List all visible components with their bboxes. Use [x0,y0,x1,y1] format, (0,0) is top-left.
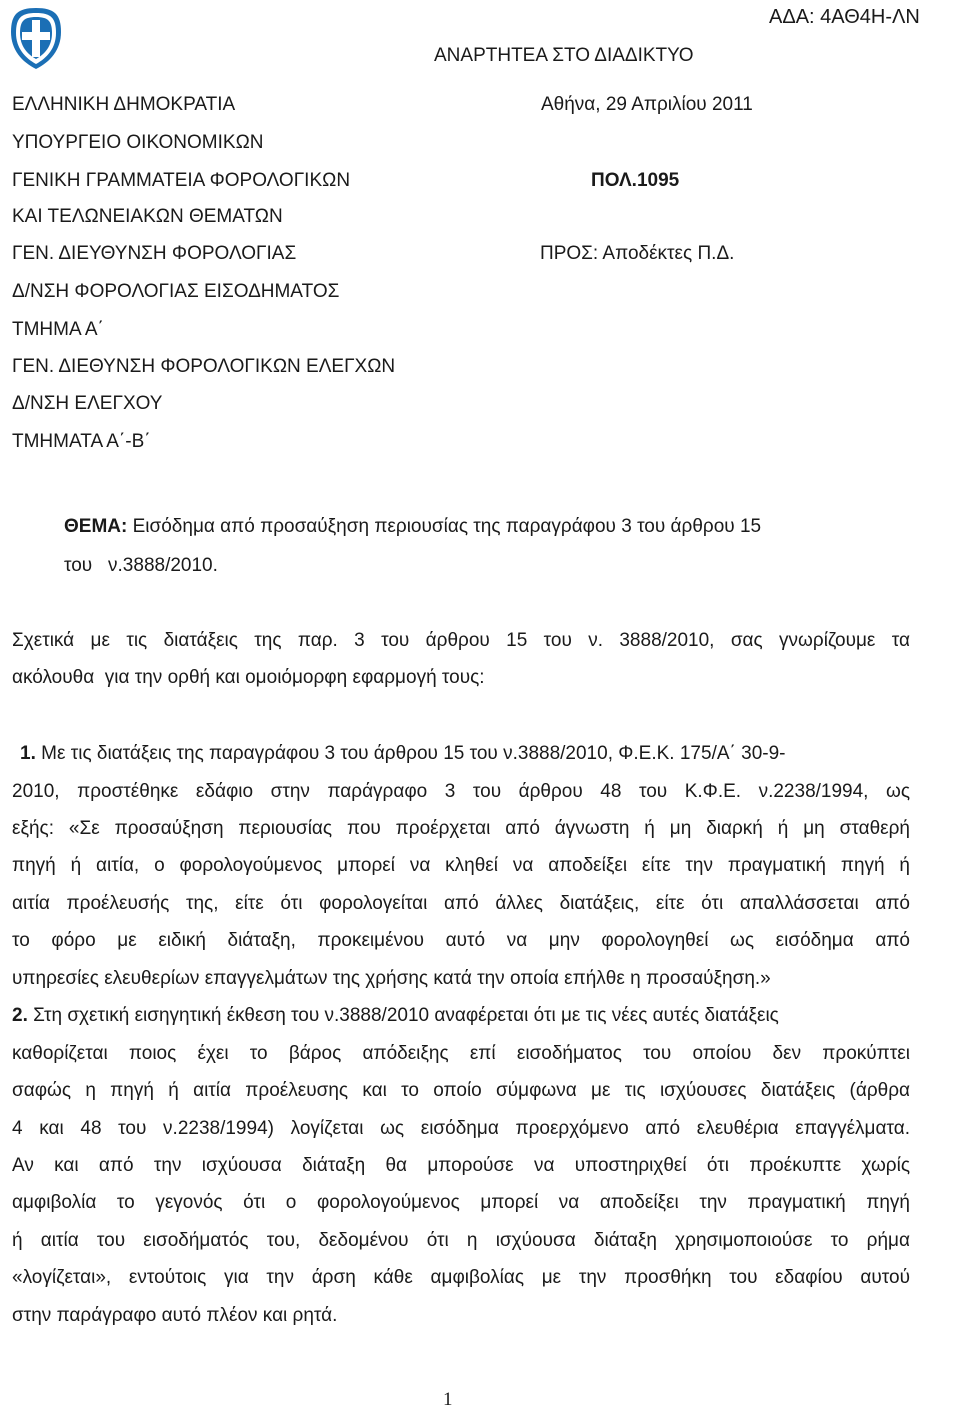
greek-coat-of-arms-icon [8,6,64,72]
paragraph-line: το φόρο με ειδική διάταξη, προκειμένου αυτό να μην φορολογηθεί ως εισόδημα από [12,930,910,951]
paragraph-line: στην παράγραφο αυτό πλέον και ρητά. [12,1305,338,1326]
subject-text: Εισόδημα από προσαύξηση περιουσίας της παραγράφου 3 του άρθρου 15 [132,516,762,537]
sender-line: ΤΜΗΜΑΤΑ Α΄-Β΄ [12,431,151,452]
sender-line: ΕΛΛΗΝΙΚΗ ΔΗΜΟΚΡΑΤΙΑ [12,94,236,115]
subject-label: ΘΕΜΑ: [64,516,128,537]
sender-line: Δ/ΝΣΗ ΕΛΕΓΧΟΥ [12,393,163,414]
paragraph-line: πηγή ή αιτία, ο φορολογούμενος μπορεί να κληθεί να αποδείξει είτε την πραγματική πηγή ή [12,855,910,876]
intro-line: ακόλουθα για την ορθή και ομοιόμορφη εφαρμογή τους: [12,667,485,688]
ada-code: ΑΔΑ: 4ΑΘ4Η-ΛΝ [769,6,920,28]
paragraph-line: Αν και από την ισχύουσα διάταξη θα μπορούσε να υποστηριχθεί ότι προέκυπτε χωρίς [12,1155,910,1176]
paragraph-line: καθορίζεται ποιος έχει το βάρος απόδειξης επί εισοδήματος του οποίου δεν προκύπτει [12,1043,910,1064]
paragraph-1-first-line [20,743,785,765]
intro-line: Σχετικά με τις διατάξεις της παρ. 3 του άρθρου 15 του ν. 3888/2010, σας γνωρίζουμε τα [12,630,910,651]
paragraph-line: αιτία προέλευσής της, είτε ότι φορολογείται από άλλες διατάξεις, είτε ότι απαλλάσσεται από [12,893,910,914]
sender-line: ΓΕΝ. ΔΙΕΘΥΝΣΗ ΦΟΡΟΛΟΓΙΚΩΝ ΕΛΕΓΧΩΝ [12,356,396,377]
subject-line [64,516,761,538]
sender-line: ΤΜΗΜΑ Α΄ [12,319,104,340]
subject-text-cont: του ν.3888/2010. [64,555,218,576]
paragraph-line: ή αιτία του εισοδήματός του, δεδομένου ότι η ισχύουσα διάταξη χρησιμοποιούσε το ρήμα [12,1230,910,1251]
paragraph-line: αμφιβολία το γεγονός ότι ο φορολογούμενος μπορεί να αποδείξει την πραγματική πηγή [12,1192,910,1213]
sender-line: ΓΕΝ. ΔΙΕΥΘΥΝΣΗ ΦΟΡΟΛΟΓΙΑΣ [12,243,297,264]
sender-line: Δ/ΝΣΗ ΦΟΡΟΛΟΓΙΑΣ ΕΙΣΟΔΗΜΑΤΟΣ [12,281,340,302]
posted-notice: ΑΝΑΡΤΗΤΕΑ ΣΤΟ ΔΙΑΔΙΚΤΥΟ [434,45,694,66]
paragraph-line: 2010, προστέθηκε εδάφιο στην παράγραφο 3 του άρθρου 48 του Κ.Φ.Ε. ν.2238/1994, ως [12,781,910,802]
paragraph-2-first-line [12,1005,779,1027]
paragraph-number: 1. [20,743,36,764]
circular-number: ΠΟΛ.1095 [591,170,680,191]
paragraph-line: 4 και 48 του ν.2238/1994) λογίζεται ως εισόδημα προερχόμενο από ελευθέρια επαγγέλματα. [12,1118,910,1139]
recipients: ΠΡΟΣ: Αποδέκτες Π.Δ. [540,243,735,264]
paragraph-line: «λογίζεται», εντούτοις για την άρση κάθε αμφιβολίας με την προσθήκη του εδαφίου αυτού [12,1267,910,1288]
paragraph-line: σαφώς η πηγή ή αιτία προέλευσης και το οποίο σύμφωνα με τις ισχύουσες διατάξεις (άρθρα [12,1080,910,1101]
paragraph-line: υπηρεσίες ελευθερίων επαγγελμάτων της χρήσης κατά την οποία επήλθε η προσαύξηση.» [12,968,771,989]
paragraph-text: Στη σχετική εισηγητική έκθεση του ν.3888/2010 αναφέρεται ότι με τις νέες αυτές διατάξεις [33,1005,779,1026]
document-date: Αθήνα, 29 Απριλίου 2011 [541,94,753,115]
paragraph-number: 2. [12,1005,28,1026]
sender-line: ΚΑΙ ΤΕΛΩΝΕΙΑΚΩΝ ΘΕΜΑΤΩΝ [12,206,283,227]
sender-line: ΥΠΟΥΡΓΕΙΟ ΟΙΚΟΝΟΜΙΚΩΝ [12,132,264,153]
sender-line: ΓΕΝΙΚΗ ΓΡΑΜΜΑΤΕΙΑ ΦΟΡΟΛΟΓΙΚΩΝ [12,170,351,191]
paragraph-text: Με τις διατάξεις της παραγράφου 3 του άρθρου 15 του ν.3888/2010, Φ.Ε.Κ. 175/Α΄ 30-9- [41,743,786,764]
paragraph-line: εξής: «Σε προσαύξηση περιουσίας που προέρχεται από άγνωστη ή μη διαρκή ή μη σταθερή [12,818,910,839]
page-number: 1 [443,1389,453,1410]
